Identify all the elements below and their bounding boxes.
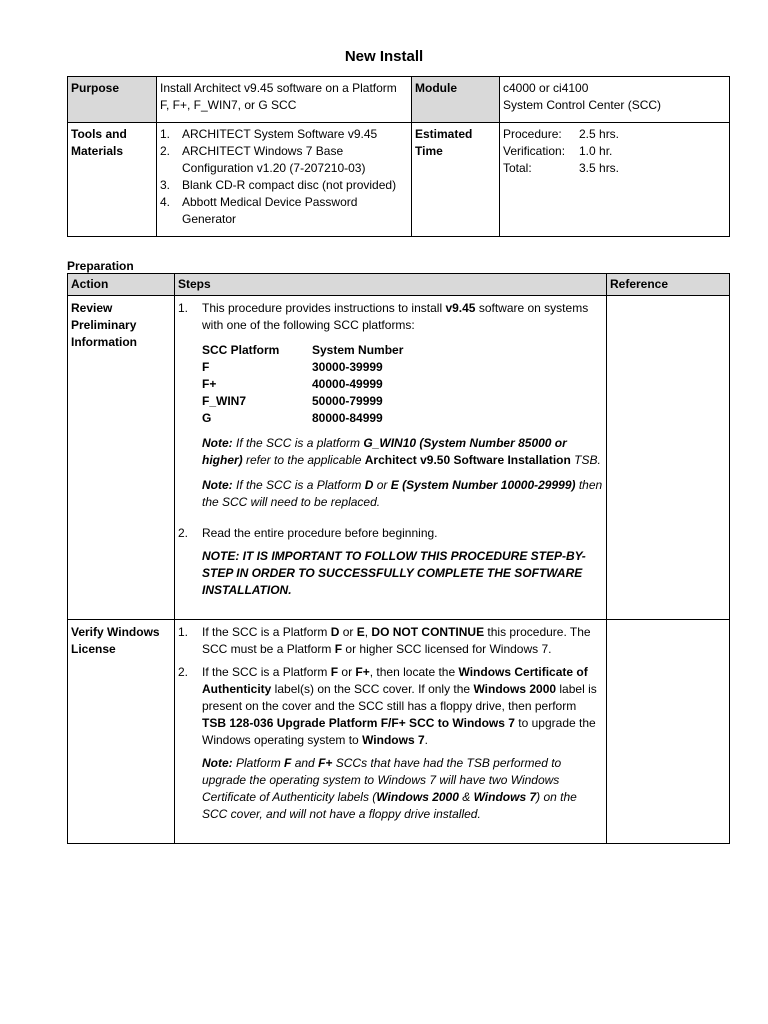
list-item: 1. ARCHITECT System Software v9.45	[160, 127, 378, 141]
time-row: Total: 3.5 hrs.	[503, 161, 620, 175]
info-table	[67, 76, 730, 237]
step-item: 2. Read the entire procedure before beginning. NOTE: IT IS IMPORTANT TO FOLLOW THIS PROCEDURE STEP-BY-STEP IN ORDER TO SUCCESSFULLY COMPLETE THE SOFTWARE INSTALLATION.	[178, 525, 603, 607]
verify-row	[68, 620, 730, 844]
purpose-value: Install Architect v9.45 software on a Platform F, F+, F_WIN7, or G SCC	[157, 77, 412, 123]
list-item: 3. Blank CD-R compact disc (not provided)	[160, 178, 397, 192]
review-steps	[175, 296, 607, 620]
preparation-label: Preparation	[67, 259, 134, 273]
time-row: Procedure: 2.5 hrs.	[503, 127, 620, 141]
step-item: 1. This procedure provides instructions to install v9.45 software on systems with one of the following SCC platforms: SCC Platform System Number F 30000-39999 F+ 40000-49999 F_WIN7 50000-79999 G 80000-84999 Note: If the SCC is a platform G_WIN10 (System Number 85000 or higher) refer to the applicable Architect v9.50 Software Installation TSB. Note: If the SCC is a Platform D or E (System Number 10000-29999) then the SCC will need to be replaced.	[178, 301, 603, 509]
verify-steps	[175, 620, 607, 844]
time-row: Verification: 1.0 hr.	[503, 144, 613, 158]
page-title: New Install	[344, 48, 424, 65]
purpose-label: Purpose	[68, 77, 157, 123]
tools-list-cell	[157, 123, 412, 237]
review-reference	[607, 296, 730, 620]
module-label: Module	[412, 77, 500, 123]
list-item: 2. ARCHITECT Windows 7 Base Configuration v1.20 (7-207210-03)	[160, 144, 366, 175]
module-value	[500, 77, 730, 123]
platform-table: SCC Platform System Number F 30000-39999 F+ 40000-49999 F_WIN7 50000-79999 G 80000-84999	[202, 343, 404, 425]
note-platform-d-e: Note: If the SCC is a Platform D or E (System Number 10000-29999) then the SCC will need to be replaced.	[202, 478, 603, 509]
module-value-line: c4000 or ci4100	[503, 81, 589, 95]
action-header: Action	[68, 274, 175, 296]
list-item: 4. Abbott Medical Device Password Generator	[160, 195, 358, 226]
step-item: 2. If the SCC is a Platform F or F+, then locate the Windows Certificate of Authenticity label(s) on the SCC cover. If only the Windows 2000 label is present on the cover and the SCC still has a floppy drive, then perform TSB 128-036 Upgrade Platform F/F+ SCC to Windows 7 to upgrade the Windows operating system to Windows 7. Note: Platform F and F+ SCCs that have had the TSB performed to upgrade the operating system to Windows 7 will have two Windows Certificate of Authenticity labels (Windows 2000 & Windows 7) on the SCC cover, and will not have a floppy drive installed.	[178, 664, 603, 831]
tools-label: Tools and Materials	[68, 123, 157, 237]
review-row	[68, 296, 730, 620]
header-row	[68, 274, 730, 296]
tools-list	[160, 126, 408, 228]
important-note: NOTE: IT IS IMPORTANT TO FOLLOW THIS PROCEDURE STEP-BY-STEP IN ORDER TO SUCCESSFULLY COMPLETE THE SOFTWARE INSTALLATION.	[202, 549, 586, 597]
module-value-line: System Control Center (SCC)	[503, 98, 662, 112]
verify-action: Verify Windows License	[68, 620, 175, 844]
note-two-labels: Note: Platform F and F+ SCCs that have had the TSB performed to upgrade the operating system to Windows 7 will have two Windows Certificate of Authenticity labels (Windows 2000 & Windows 7) on the SCC cover, and will not have a floppy drive installed.	[202, 756, 577, 821]
purpose-row	[68, 77, 730, 123]
reference-header: Reference	[607, 274, 730, 296]
time-grid	[503, 126, 726, 177]
preparation-table	[67, 273, 730, 844]
time-label: Estimated Time	[412, 123, 500, 237]
tools-row	[68, 123, 730, 237]
review-action: Review Preliminary Information	[68, 296, 175, 620]
note-g-win10: Note: If the SCC is a platform G_WIN10 (System Number 85000 or higher) refer to the applicable Architect v9.50 Software Installation TSB.	[202, 436, 601, 467]
step-item: 1. If the SCC is a Platform D or E, DO NOT CONTINUE this procedure. The SCC must be a Platform F or higher SCC licensed for Windows 7.	[178, 625, 591, 656]
steps-header: Steps	[175, 274, 607, 296]
time-cell	[500, 123, 730, 237]
verify-reference	[607, 620, 730, 844]
